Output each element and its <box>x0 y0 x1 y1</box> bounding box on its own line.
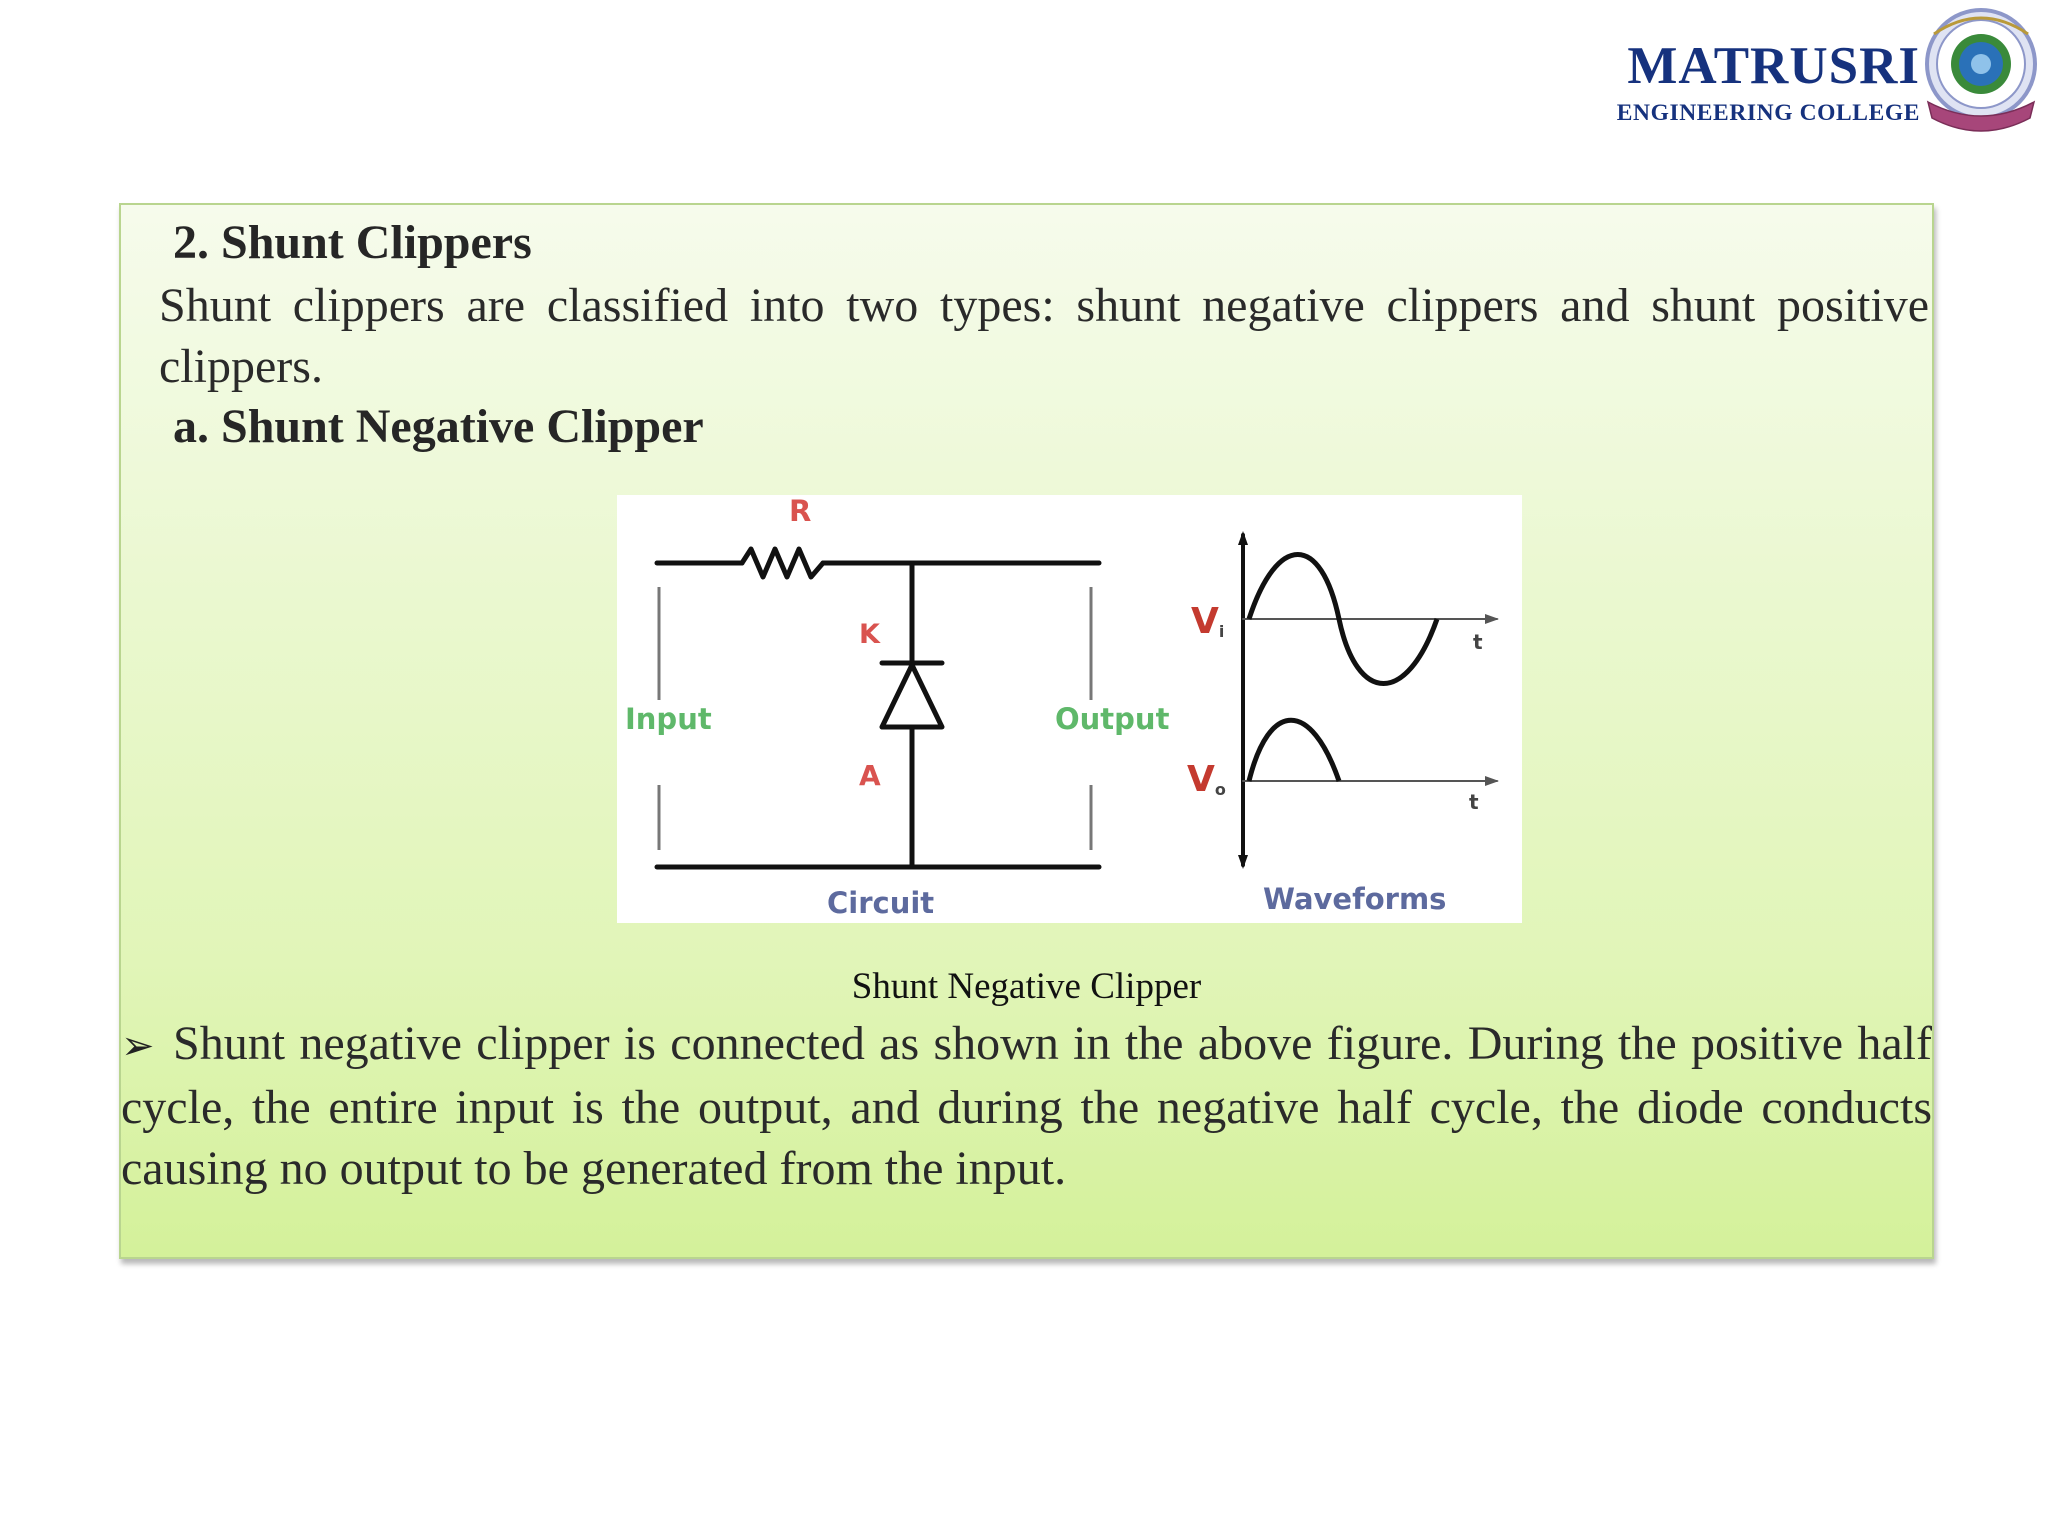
output-clipped-wave <box>1249 720 1339 781</box>
section-heading: 2. Shunt Clippers <box>173 216 532 269</box>
cathode-label: K <box>859 619 880 650</box>
intro-paragraph: Shunt clippers are classified into two types: shunt negative clippers and shunt positive clippers. <box>159 279 1929 393</box>
time-label-top: t <box>1473 630 1483 654</box>
logo-name: MATRUSRI <box>1627 37 1920 95</box>
shunt-negative-clipper-figure <box>617 495 1522 923</box>
arrowhead-bullet-icon: ➢ <box>121 1023 155 1069</box>
logo-subtitle: ENGINEERING COLLEGE <box>1616 100 1920 126</box>
time-label-bottom: t <box>1469 790 1479 814</box>
resistor-symbol <box>742 549 823 577</box>
waveform-axes <box>1238 531 1499 869</box>
college-logo <box>1596 6 2044 142</box>
figure-caption: Shunt Negative Clipper <box>851 966 1202 1007</box>
sub-heading: a. Shunt Negative Clipper <box>173 400 704 453</box>
input-label: Input <box>625 702 712 736</box>
vo-label: Vo <box>1187 759 1226 800</box>
college-emblem-icon <box>1920 6 2042 142</box>
vi-label: Vi <box>1191 601 1225 642</box>
content-panel <box>119 203 1934 1259</box>
output-label: Output <box>1055 702 1170 736</box>
waveforms-label: Waveforms <box>1263 882 1447 916</box>
diode-symbol <box>882 665 942 727</box>
bullet-paragraph <box>121 1013 1932 1199</box>
bullet-text: Shunt negative clipper is connected as shown in the above figure. During the positive half cycle, the entire input is the output, and during the negative half cycle, the diode conducts causing no output to be generated from the input. <box>121 1017 1932 1195</box>
resistor-label: R <box>789 495 812 528</box>
circuit-label: Circuit <box>827 886 935 920</box>
circuit-wiring <box>657 549 1099 867</box>
anode-label: A <box>859 759 881 792</box>
clipper-diagram <box>617 495 1522 923</box>
